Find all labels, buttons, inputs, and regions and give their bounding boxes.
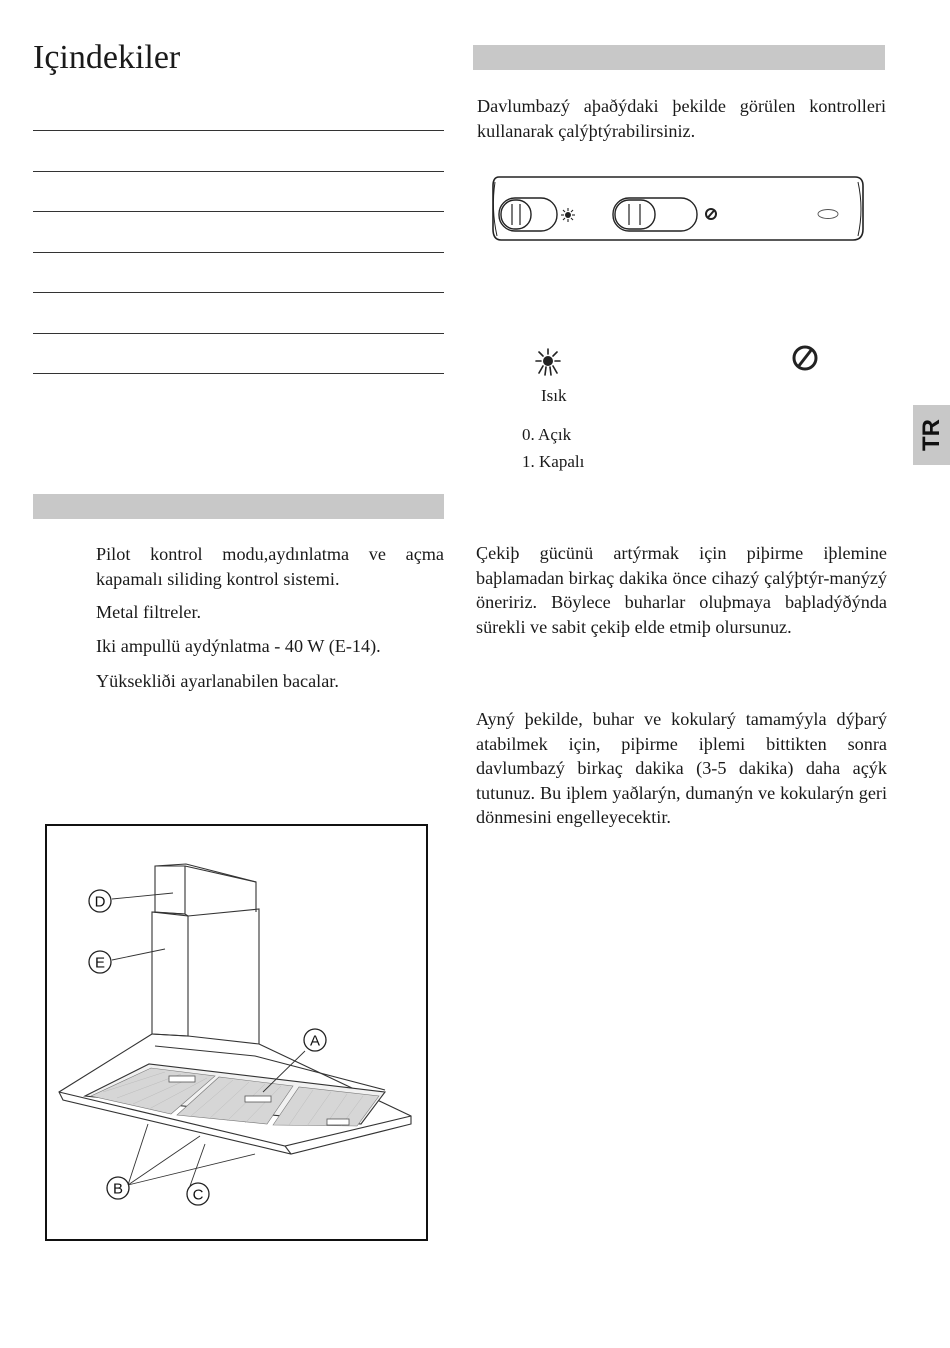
- label-a: A: [309, 1032, 321, 1050]
- hood-diagram: [45, 824, 428, 1241]
- toc-line: [33, 333, 444, 334]
- light-bulb-icon: [533, 348, 563, 378]
- motor-slider-switch[interactable]: [613, 198, 697, 231]
- intro-paragraph: Davlumbazý aþaðýdaki þekilde görülen kontrolleri kullanarak çalýþtýrabilirsiniz.: [477, 96, 886, 141]
- toc-line: [33, 252, 444, 253]
- label-e: E: [94, 954, 106, 972]
- advice-paragraph: Ayný þekilde, buhar ve kokularý tamamýyla dýþarý atabilmek için, piþirme iþlemi bittikten sonra davlumbazý birkaç dakika (3-5 dakika) daha açýk tutunuz. Bu iþlem yaðlarýn, dumanýn ve kokularýn geri dönmesini engelleyecektir.: [476, 709, 887, 827]
- motor-off-icon: [706, 209, 716, 219]
- light-icon: [561, 208, 575, 222]
- toc-line: [33, 373, 444, 374]
- indicator-light: [818, 210, 838, 219]
- label-d: D: [94, 893, 106, 911]
- light-option: 1. Kapalı: [522, 452, 585, 471]
- control-panel-diagram: [489, 174, 867, 244]
- language-tab: [913, 405, 950, 465]
- section-header-bar-features: [33, 494, 444, 519]
- light-slider-switch[interactable]: [499, 198, 557, 231]
- language-tab-label: TR: [917, 419, 945, 451]
- toc-line: [33, 130, 444, 131]
- motor-off-icon: [790, 343, 820, 373]
- page-title: Içindekiler: [33, 39, 181, 76]
- advice-paragraph: Çekiþ gücünü artýrmak için piþirme iþlemine baþlamadan birkaç dakika önce cihazý çalýþtýr-manýzý öneririz. Böylece buharlar oluþmaya baþladýðýnda sürekli ve sabit çekiþ elde etmiþ olursunuz.: [476, 543, 887, 637]
- light-option: 0. Açık: [522, 425, 572, 444]
- section-header-bar-controls: [473, 45, 885, 70]
- feature-item: Iki ampullü aydýnlatma - 40 W (E-14).: [96, 636, 381, 656]
- feature-item: Yüksekliði ayarlanabilen bacalar.: [96, 671, 339, 691]
- label-c: C: [192, 1186, 204, 1204]
- feature-item: Metal filtreler.: [96, 602, 202, 622]
- light-legend-label: Isık: [541, 386, 567, 405]
- toc-line: [33, 211, 444, 212]
- label-b: B: [112, 1180, 124, 1198]
- toc-line: [33, 171, 444, 172]
- feature-item: Pilot kontrol modu,aydınlatma ve açma kapamalı siliding kontrol sistemi.: [96, 544, 444, 589]
- toc-line: [33, 292, 444, 293]
